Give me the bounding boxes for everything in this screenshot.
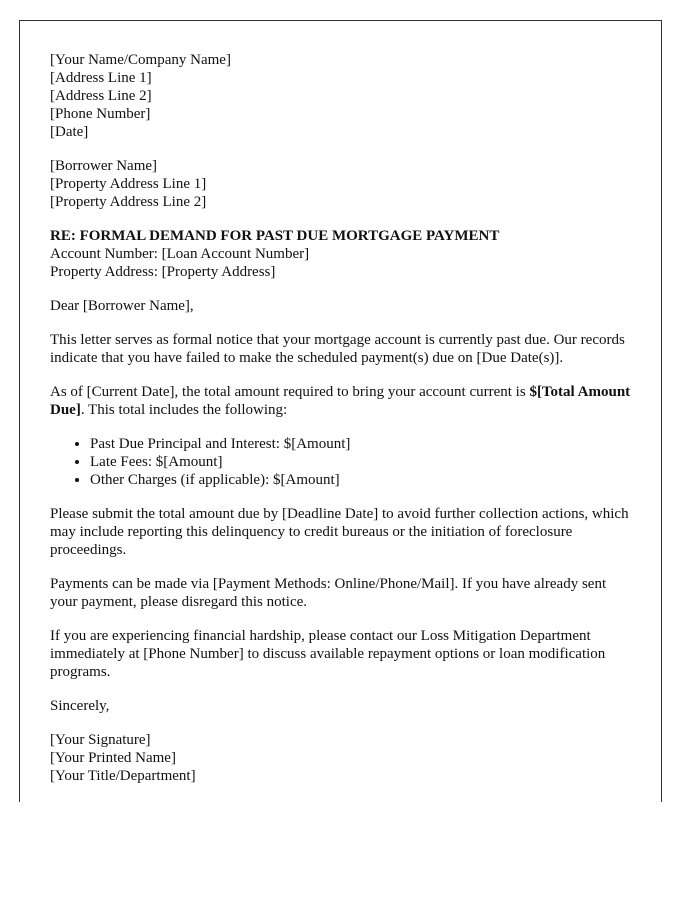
borrower-name: [Borrower Name] xyxy=(50,158,158,174)
property-address-1: [Property Address Line 1] xyxy=(50,176,207,192)
salutation: Dear [Borrower Name], xyxy=(50,298,194,314)
subject-block xyxy=(50,227,632,281)
list-item: • Late Fees: $[Amount] xyxy=(90,453,632,471)
letter-date: [Date] xyxy=(50,124,89,140)
sender-phone: [Phone Number] xyxy=(50,106,151,122)
signature-block xyxy=(50,731,632,785)
amount-text: As of [Current Date], the total amount required to bring your account current is xyxy=(50,384,530,400)
letter-page xyxy=(19,20,662,802)
recipient-block xyxy=(50,157,632,211)
sender-address-2: [Address Line 2] xyxy=(50,88,152,104)
charges-list xyxy=(50,435,632,489)
paragraph-hardship: If you are experiencing financial hardship, please contact our Loss Mitigation Department immediately at [Phone Number] to discuss available repayment options or loan modification programs. xyxy=(50,628,606,680)
property-address-2: [Property Address Line 2] xyxy=(50,194,207,210)
sender-name: [Your Name/Company Name] xyxy=(50,52,231,68)
sender-block xyxy=(50,51,632,141)
account-number: Account Number: [Loan Account Number] xyxy=(50,246,310,262)
property-address: Property Address: [Property Address] xyxy=(50,264,276,280)
title-department: [Your Title/Department] xyxy=(50,768,196,784)
subject-line: RE: FORMAL DEMAND FOR PAST DUE MORTGAGE PAYMENT xyxy=(50,228,500,244)
paragraph-deadline: Please submit the total amount due by [Deadline Date] to avoid further collection actions, which may include reporting this delinquency to credit bureaus or the initiation of foreclosure proceedings. xyxy=(50,506,629,558)
paragraph-notice: This letter serves as formal notice that your mortgage account is currently past due. Our records indicate that you have failed to make the scheduled payment(s) due on [Due Date(s)]. xyxy=(50,332,625,366)
sender-address-1: [Address Line 1] xyxy=(50,70,152,86)
total-amount-due: $[Total Amount Due] xyxy=(50,384,631,418)
list-item: • Other Charges (if applicable): $[Amount] xyxy=(90,471,632,489)
closing: Sincerely, xyxy=(50,698,110,714)
paragraph-payment: Payments can be made via [Payment Methods: Online/Phone/Mail]. If you have already sent your payment, please disregard this notice. xyxy=(50,576,607,610)
amount-text-end: . This total includes the following: xyxy=(80,402,288,418)
signature: [Your Signature] xyxy=(50,732,151,748)
paragraph-amount xyxy=(50,383,632,419)
printed-name: [Your Printed Name] xyxy=(50,750,176,766)
list-item: • Past Due Principal and Interest: $[Amount] xyxy=(90,435,632,453)
